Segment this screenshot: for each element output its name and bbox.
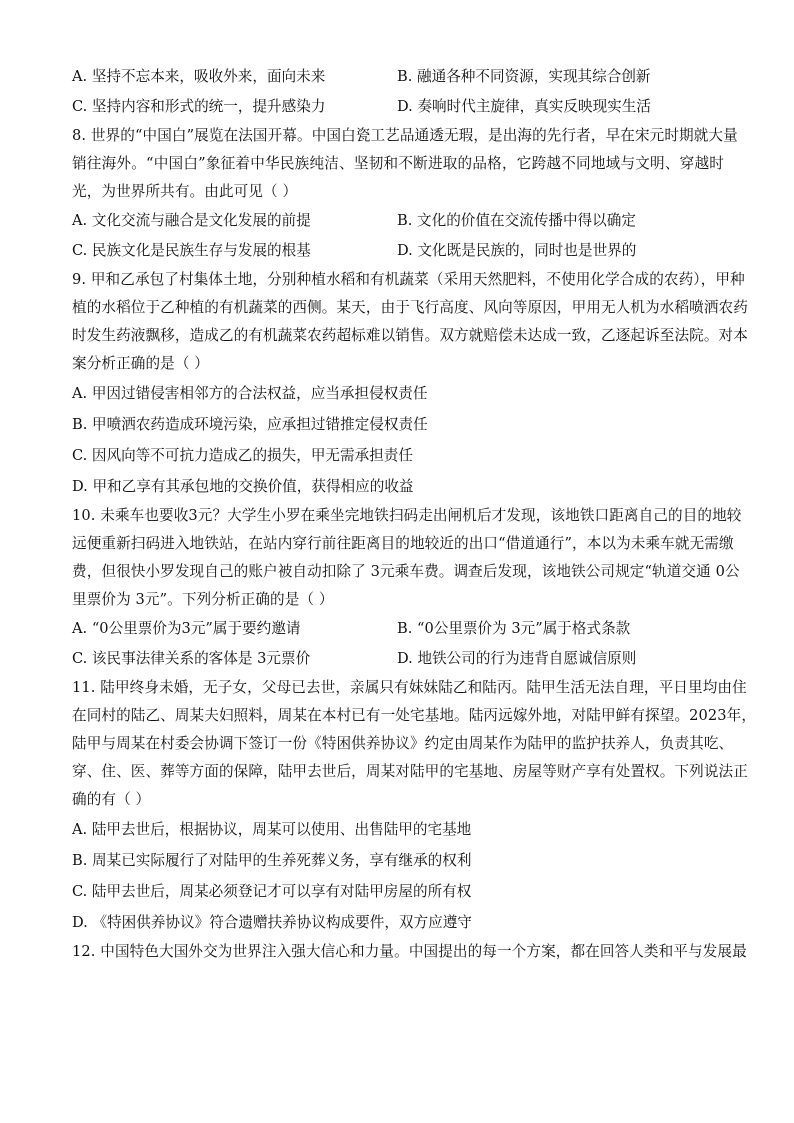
q9-stem-line-1: 9. 甲和乙承包了村集体土地，分别种植水稻和有机蔬菜（采用天然肥料，不使用化学合成的农药），甲种 [72, 271, 745, 288]
q7-options-row-1 [72, 62, 724, 92]
q11-stem-line-3: 陆甲与周某在村委会协调下签订一份《特困供养协议》约定由周某作为陆甲的监护扶养人，负责其吃、 [72, 735, 734, 752]
q10-option-d[interactable]: D. 地铁公司的行为违背自愿诚信原则 [397, 650, 637, 667]
q10-stem-line-3: 费，但很快小罗发现自己的账户被自动扣除了 3元乘车费。调查后发现，该地铁公司规定“轨道交通 0公 [72, 563, 740, 580]
q10-options-row-2 [72, 644, 724, 674]
q10-option-c[interactable]: C. 该民事法律关系的客体是 3元票价 [72, 650, 311, 667]
q8-option-c[interactable]: C. 民族文化是民族生存与发展的根基 [72, 242, 311, 259]
q11-stem-line-4: 穿、住、医、葬等方面的保障，陆甲去世后，周某对陆甲的宅基地、房屋等财产享有处置权。下列说法正 [72, 763, 748, 780]
q8-stem-line-3: 光，为世界所共有。由此可见（ ） [72, 183, 298, 200]
q8-stem-line-1: 8. 世界的“中国白”展览在法国开幕。中国白瓷工艺品通透无瑕，是出海的先行者，早在宋元时期就大量 [72, 127, 738, 144]
q9-option-a[interactable]: A. 甲因过错侵害相邻方的合法权益，应当承担侵权责任 [72, 385, 428, 402]
exam-page [72, 62, 757, 966]
q9-option-d[interactable]: D. 甲和乙享有其承包地的交换价值，获得相应的收益 [72, 478, 414, 495]
q10-stem-line-2: 远便重新扫码进入地铁站，在站内穿行前往距离目的地较近的出口“借道通行”，本以为未乘车就无需缴 [72, 535, 734, 552]
q9-stem-line-2: 植的水稻位于乙种植的有机蔬菜的西侧。某天，由于飞行高度、风向等原因，甲用无人机为水稻喷洒农药 [72, 299, 748, 316]
q7-option-c[interactable]: C. 坚持内容和形式的统一，提升感染力 [72, 98, 326, 115]
q11-stem-line-1: 11. 陆甲终身未婚，无子女，父母已去世，亲属只有妹妹陆乙和陆丙。陆甲生活无法自理，平日里均由住 [72, 679, 747, 696]
q12-stem-line-1: 12. 中国特色大国外交为世界注入强大信心和力量。中国提出的每一个方案，都在回答人类和平与发展最 [72, 943, 747, 960]
q7-option-a[interactable]: A. 坚持不忘本来，吸收外来，面向未来 [72, 68, 326, 85]
q10-option-a[interactable]: A. “0公里票价为3元”属于要约邀请 [72, 620, 301, 637]
q11-stem-line-2: 在同村的陆乙、周某夫妇照料，周某在本村已有一处宅基地。陆丙远嫁外地，对陆甲鲜有探望。2023年， [72, 707, 757, 724]
q7-option-b[interactable]: B. 融通各种不同资源，实现其综合创新 [397, 68, 651, 85]
q8-options-row-1 [72, 206, 724, 236]
q8-option-a[interactable]: A. 文化交流与融合是文化发展的前提 [72, 212, 311, 229]
q9-stem-line-3: 时发生药液飘移，造成乙的有机蔬菜农药超标难以销售。双方就赔偿未达成一致，乙逐起诉至法院。对本 [72, 327, 748, 344]
q8-options-row-2 [72, 236, 724, 266]
q10-options-row-1 [72, 614, 724, 644]
q8-option-d[interactable]: D. 文化既是民族的，同时也是世界的 [397, 242, 637, 259]
q10-stem-line-4: 里票价为 3元”。下列分析正确的是（ ） [72, 591, 334, 608]
q11-option-d[interactable]: D. 《特困供养协议》符合遗赠扶养协议构成要件，双方应遵守 [72, 914, 472, 931]
q9-stem-line-4: 案分析正确的是（ ） [72, 355, 209, 372]
q10-option-b[interactable]: B. “0公里票价为 3元”属于格式条款 [397, 620, 631, 637]
q7-options-row-2 [72, 92, 724, 122]
q9-option-b[interactable]: B. 甲喷洒农药造成环境污染，应承担过错推定侵权责任 [72, 416, 428, 433]
q7-option-d[interactable]: D. 奏响时代主旋律，真实反映现实生活 [397, 98, 651, 115]
q8-option-b[interactable]: B. 文化的价值在交流传播中得以确定 [397, 212, 636, 229]
q11-option-a[interactable]: A. 陆甲去世后，根据协议，周某可以使用、出售陆甲的宅基地 [72, 821, 472, 838]
q10-stem-line-1: 10. 未乘车也要收3元？大学生小罗在乘坐完地铁扫码走出闸机后才发现，该地铁口距离自己的目的地较 [72, 507, 742, 524]
q9-option-c[interactable]: C. 因风向等不可抗力造成乙的损失，甲无需承担责任 [72, 447, 413, 464]
q11-option-c[interactable]: C. 陆甲去世后，周某必须登记才可以享有对陆甲房屋的所有权 [72, 883, 472, 900]
q11-option-b[interactable]: B. 周某已实际履行了对陆甲的生养死葬义务，享有继承的权利 [72, 852, 472, 869]
q11-stem-line-5: 确的有（ ） [72, 791, 151, 808]
q8-stem-line-2: 销往海外。“中国白”象征着中华民族纯洁、坚韧和不断进取的品格，它跨越不同地域与文明、穿越时 [72, 155, 724, 172]
